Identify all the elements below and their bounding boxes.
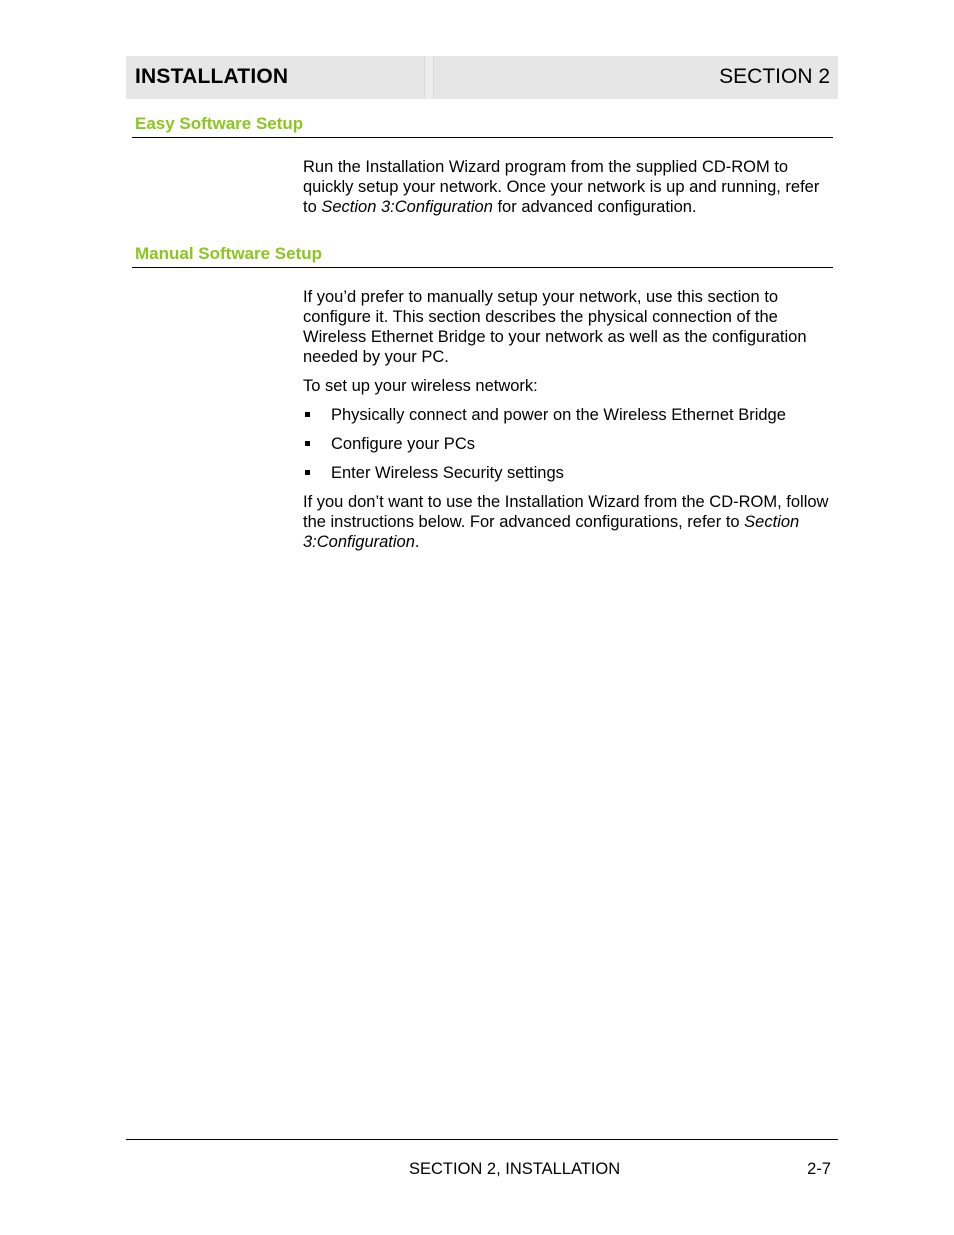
page-header — [126, 56, 838, 99]
manual-text-b: . — [414, 533, 420, 551]
heading-manual-setup: Manual Software Setup — [132, 246, 833, 268]
manual-paragraph-1: If you’d prefer to manually setup your network, use this section to configure it. This section describes the physical connection of the Wireless Ethernet Bridge to your network as well as the configuration needed by your PC. — [303, 288, 807, 366]
easy-text-a: Run the Installation Wizard program from the supplied CD-ROM to quickly setup your network. Once your network is up and running, refer to — [303, 158, 820, 216]
list-item-text: Enter Wireless Security settings — [331, 464, 564, 482]
heading-easy-setup: Easy Software Setup — [132, 116, 833, 138]
list-item-text: Configure your PCs — [331, 435, 475, 453]
manual-ref-link: Section 3:Configuration — [303, 513, 800, 551]
list-item-text: Physically connect and power on the Wireless Ethernet Bridge — [331, 406, 786, 424]
manual-paragraph-3 — [303, 492, 833, 552]
manual-setup-body — [303, 287, 833, 552]
bullet-square-icon — [305, 441, 310, 446]
manual-text-a: If you don’t want to use the Installation Wizard from the CD-ROM, follow the instructions below. For advanced configurations, refer to — [303, 493, 829, 531]
easy-setup-paragraph — [303, 157, 833, 217]
page-number: 2-7 — [807, 1160, 831, 1178]
manual-paragraph-2: To set up your wireless network: — [303, 377, 538, 395]
header-title: INSTALLATION — [135, 65, 289, 88]
easy-setup-body — [303, 157, 833, 217]
header-divider — [424, 56, 434, 99]
list-item — [303, 405, 833, 434]
setup-steps-list — [303, 405, 833, 492]
bullet-square-icon — [305, 412, 310, 417]
easy-text-b: for advanced configuration. — [492, 198, 697, 216]
header-section: SECTION 2 — [719, 65, 830, 88]
bullet-square-icon — [305, 470, 310, 475]
list-item — [303, 434, 833, 463]
footer-section-label: SECTION 2, INSTALLATION — [409, 1160, 621, 1178]
easy-ref-link: Section 3:Configuration — [321, 198, 493, 216]
list-item — [303, 463, 833, 492]
footer-rule — [126, 1139, 838, 1140]
